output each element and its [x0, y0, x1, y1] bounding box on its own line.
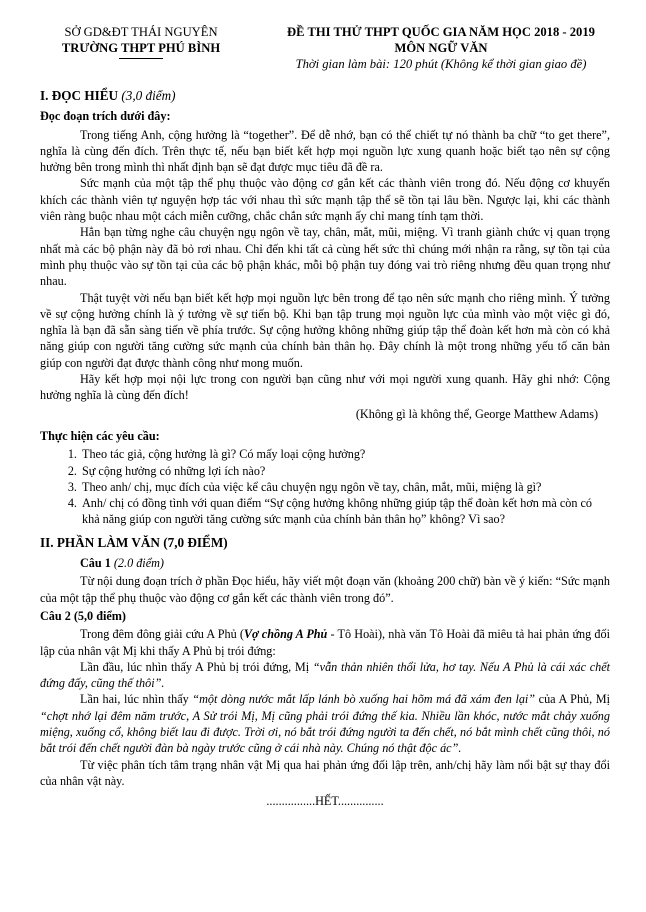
tasks-heading: Thực hiện các yêu cầu:	[40, 428, 160, 443]
q2-second-lead: Lần hai, lúc nhìn thấy	[80, 692, 193, 707]
department-name: SỞ GD&ĐT THÁI NGUYÊN	[64, 25, 218, 39]
task-item: 4. Anh/ chị có đồng tình với quan điểm “Sự cộng hưởng không những giúp tập thể đoàn kết hơn mà còn có khả năng giúp con người tăng cường sức mạnh của chính bản thân họ” không? Vì sao?	[80, 495, 610, 528]
q2-intro-text-rest: - Tô Hoài), nhà văn Tô Hoài đã miêu tả hai phản ứng đối lập của nhân vật Mị khi thấy A Phủ bị trói đứng:	[40, 627, 610, 658]
end-marker: ................HẾT...............	[266, 794, 384, 809]
exam-title: ĐỀ THI THỬ THPT QUỐC GIA NĂM HỌC 2018 - 2019	[287, 25, 595, 39]
exam-content	[40, 84, 610, 809]
section-writing-title: II. PHẦN LÀM VĂN (7,0 ĐIỂM)	[40, 534, 228, 550]
passage-paragraph: Hẳn bạn từng nghe câu chuyện ngụ ngôn về tay, chân, mắt, mũi, miệng. Vì tranh giành chức vị quan trọng nhất mà các bộ phận này đã bỏ rơi nhau. Chỉ đến khi tất cả cùng hết sức thì chúng mới nhận ra rằng, sự tồn tại của mình phụ thuộc vào sự tồn tại của các bộ phận khác, mỗi bộ phận tuy đóng vai trò riêng nhưng đều quan trọng như nhau.	[40, 225, 610, 289]
question-2-heading: Câu 2 (5,0 điểm)	[40, 608, 126, 623]
section-reading-points: (3,0 điểm)	[121, 88, 176, 103]
subject-name: MÔN NGỮ VĂN	[394, 41, 488, 55]
question-1-text: Từ nội dung đoạn trích ở phần Đọc hiểu, hãy viết một đoạn văn (khoảng 200 chữ) bàn về ý kiến: “Sức mạnh của một tập thể phụ thuộc vào động cơ gắn kết các thành viên trong đó”.	[40, 574, 610, 605]
q2-second-mid: của A Phủ, Mị	[535, 692, 610, 707]
passage-source: (Không gì là không thể, George Matthew Adams)	[355, 406, 598, 421]
question-2-task: Từ việc phân tích tâm trạng nhân vật Mị qua hai phản ứng đối lập trên, anh/chị hãy làm nổi bật sự thay đổi của nhân vật này.	[40, 757, 610, 788]
question-1-label: Câu 1	[80, 556, 111, 571]
exam-time	[252, 56, 630, 72]
q2-intro-text: Trong đêm đông giải cứu A Phủ (	[80, 627, 244, 642]
question-1-heading	[40, 555, 610, 571]
task-item: 1. Theo tác giả, cộng hưởng là gì? Có mấy loại cộng hưởng?	[80, 446, 610, 462]
passage-paragraph: Trong tiếng Anh, cộng hưởng là “together”. Để dễ nhớ, bạn có thể chiết tự nó thành ba chữ “to get there”, nghĩa là cùng đến đích. Trên thực tế, nếu bạn biết kết hợp mọi nguồn lực xung quanh hoặc biết tạo nên sự cộng hưởng bên trong mình thì nhất định bạn sẽ đạt được mục tiêu đã đề ra.	[40, 127, 610, 175]
time-value: 120 phút (Không kể thời gian giao đề)	[393, 57, 587, 71]
section-reading-label: I. ĐỌC HIỂU	[40, 88, 119, 103]
q2-first-lead: Lần đầu, lúc nhìn thấy A Phủ bị trói đứng, Mị	[80, 659, 313, 674]
tasks-list	[40, 446, 610, 527]
question-2-second-reaction	[40, 691, 610, 756]
passage-paragraph: Hãy kết hợp mọi nội lực trong con người bạn cũng như với mọi người xung quanh. Hãy ghi nhớ: Cộng hưởng nghĩa là cùng đến đích!	[40, 372, 610, 403]
q2-second-quote-2: “chợt nhớ lại đêm năm trước, A Sử trói Mị, Mị cũng phải trói đứng thế kia. Nhiều lần khóc, nước mắt chảy xuống miệng, xuống cổ, không biết lau đi được. Trời ơi, nó bắt trói đứng người ta đến chết, nó bắt mình chết cũng thôi, nó bắt trói đến chết người đàn bà ngày trước cũng ở cái nhà này. Chúng nó thật độc ác”.	[40, 708, 610, 756]
work-title: Vợ chồng A Phủ	[243, 627, 328, 642]
header-right	[252, 24, 630, 72]
school-name: TRƯỜNG THPT PHÚ BÌNH	[61, 41, 221, 55]
passage-paragraph: Thật tuyệt vời nếu bạn biết kết hợp mọi nguồn lực bên trong để tạo nên sức mạnh cho riêng mình. Ý tưởng về sự cộng hưởng chính là ý tưởng về sự tiến bộ. Khi bạn tập trung mọi nguồn lực của mình vào một việc gì đó, nghĩa là bạn đã sẵn sàng tiến về phía trước. Sự cộng hưởng không những giúp tập thể đoàn kết hơn mà còn có khả năng giúp con người tăng cường sức mạnh của chính bản thân họ. Đây chính là một trong những yếu tố căn bản giúp con người đạt được thành công như mong muốn.	[40, 290, 610, 370]
section-reading-title	[40, 88, 610, 104]
task-item: 3. Theo anh/ chị, mục đích của việc kể câu chuyện ngụ ngôn về tay, chân, mắt, mũi, miệng là gì?	[80, 479, 610, 495]
header-left	[30, 24, 252, 59]
question-2-intro	[40, 626, 610, 659]
q2-second-quote-1: “một dòng nước mắt lấp lánh bò xuống hai hõm má đã xám đen lại”	[192, 692, 536, 707]
passage-heading: Đọc đoạn trích dưới đây:	[40, 109, 171, 124]
question-2-first-reaction	[40, 659, 610, 692]
question-1-points: (2.0 điểm)	[113, 556, 164, 571]
q2-first-quote: “vẫn thản nhiên thổi lửa, hơ tay. Nếu A Phủ là cái xác chết đứng đấy, cũng thế thôi”.	[40, 659, 610, 691]
header-divider	[119, 58, 163, 59]
time-label: Thời gian làm bài:	[295, 57, 391, 71]
task-item: 2. Sự cộng hưởng có những lợi ích nào?	[80, 463, 610, 479]
passage-paragraph: Sức mạnh của một tập thể phụ thuộc vào động cơ gắn kết các thành viên trong đó. Nếu động cơ khuyến khích các thành viên tự nguyện hợp tác với nhau thì sức mạnh tập thể sẽ tồn tại lâu bền. Ngược lại, khi các thành viên ràng buộc nhau một cách miễn cưỡng, chắc chắn sức mạnh ấy chỉ mang tính tạm thời.	[40, 176, 610, 224]
